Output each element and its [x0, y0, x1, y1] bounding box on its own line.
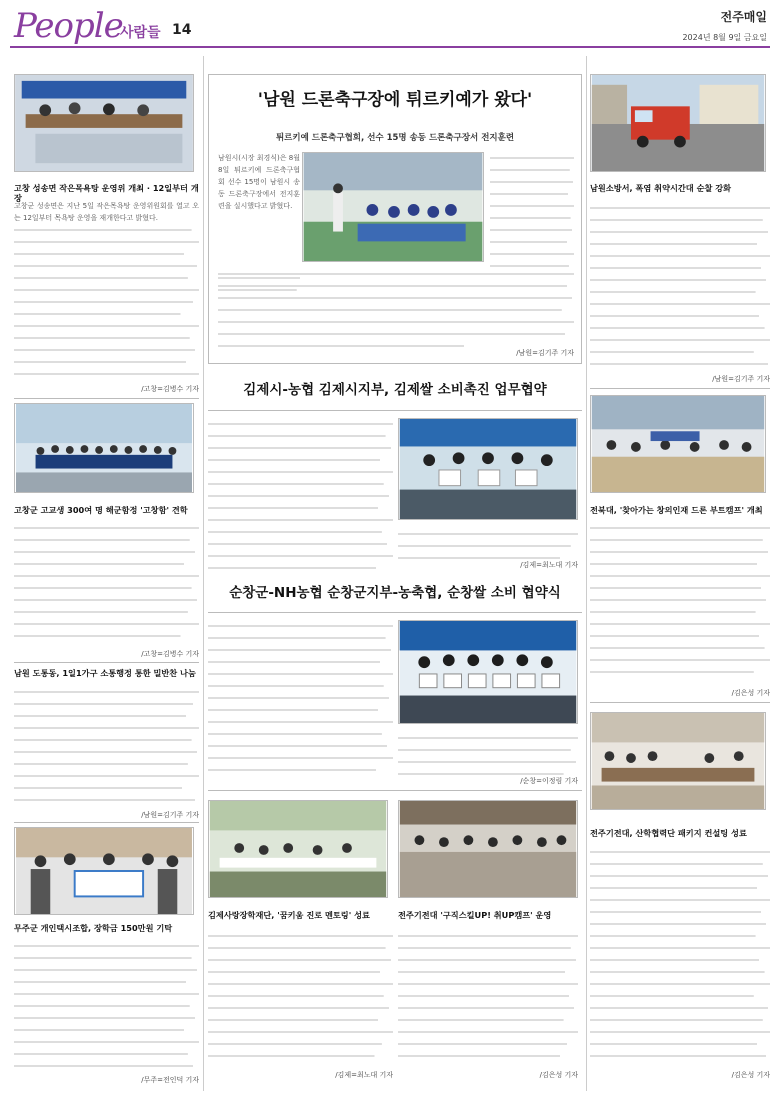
main-feature-subhead: 튀르키예 드론축구협회, 선수 15명 송동 드론축구장서 전지훈련 [275, 133, 515, 143]
gochang-alumni-body [14, 522, 199, 642]
sunchang-byline: /순창=이정림 기자 [520, 777, 578, 785]
namwon-fire-byline: /남원=김기주 기자 [712, 375, 770, 383]
gimje-mentoring-photo [208, 800, 388, 898]
gimje-byline: /김제=최노대 기자 [520, 561, 578, 569]
gimje-headline: 김제시-농협 김제시지부, 김제쌀 소비촉진 업무협약 [243, 382, 547, 398]
gimje-foundation-body [208, 930, 393, 1062]
namwon-dogtong-body [14, 686, 199, 806]
header-rule [10, 46, 770, 48]
column-separator [203, 56, 204, 1091]
sunchang-body [208, 620, 393, 776]
gochang-center-body [14, 200, 199, 380]
gochang-center-headline: 고창 성송면 작은목욕탕 운영위 개최 · 12일부터 개장 [14, 183, 199, 204]
gochang-group-photo [14, 403, 194, 493]
divider [590, 388, 770, 389]
newspaper-name: 전주매일 [720, 10, 767, 24]
muju-donation-photo [14, 827, 194, 915]
issue-date: 2024년 8월 9일 금요일 [682, 33, 767, 42]
page-number: 14 [172, 22, 192, 38]
drone-camp-photo [590, 395, 766, 493]
gimje-foundation-headline: 김제사랑장학재단, '꿈키움 진로 멘토링' 성료 [208, 910, 370, 920]
jeonju-tech-byline: /김은성 기자 [539, 1071, 578, 1079]
section-subtitle: 사람들 [120, 25, 161, 41]
divider [208, 790, 582, 791]
drone-soccer-photo [302, 152, 484, 262]
gochang-meeting-photo [14, 74, 194, 172]
divider [14, 822, 199, 823]
main-feature-byline: /남원=김기주 기자 [516, 349, 574, 357]
jeonju-kijeon-byline: /김은성 기자 [731, 1071, 770, 1079]
main-feature-lead: 남원시(시장 최경식)은 8월 8일 튀르키예 드론축구협회 선수 15명이 남원시 송동 드론축구장에서 전지훈련을 실시했다고 밝혔다. [218, 154, 300, 210]
jeonbuk-drone-body [590, 522, 770, 678]
muju-bank-headline: 무주군 개인택시조합, 장학금 150만원 기탁 [14, 923, 173, 933]
sunchang-body2 [398, 732, 578, 780]
jeonbuk-drone-headline: 전북대, '찾아가는 창의인재 드론 부트캠프' 개최 [590, 505, 763, 515]
gimje-body [208, 418, 393, 574]
gochang-center-byline: /고창=김병수 기자 [141, 385, 199, 393]
main-feature-col3b [400, 268, 574, 340]
gochang-alumni-headline: 고창군 고교생 300여 명 해군함정 '고창함' 견학 [14, 505, 188, 515]
fire-patrol-photo [590, 74, 766, 172]
jeonju-camp-photo [398, 800, 578, 898]
gochang-center-lead: 고창군 성송면은 지난 5일 작은목욕탕 운영위원회를 열고 오는 12일부터 목욕탕 운영을 재개한다고 밝혔다. [14, 202, 199, 222]
sunchang-headline: 순창군-NH농협 순창군지부-농축협, 순창쌀 소비 협약식 [229, 585, 561, 601]
sunchang-mou-photo [398, 620, 578, 724]
namwon-dogtong-headline: 남원 도통동, 1일1가구 소통행정 통한 밀반찬 나눔 [14, 668, 196, 678]
divider [208, 410, 582, 411]
jeonju-kijeon-headline: 전주기전대, 산학협력단 패키지 컨설팅 성료 [590, 828, 747, 838]
gimje-foundation-byline: /김제=최노대 기자 [335, 1071, 393, 1079]
section-title: People [14, 6, 123, 46]
main-feature-col3 [490, 152, 574, 272]
muju-bank-byline: /무주=전인덕 기자 [141, 1076, 199, 1084]
namwon-fire-headline: 남원소방서, 폭염 취약시간대 순찰 강화 [590, 183, 732, 193]
divider [14, 398, 199, 399]
namwon-dogtong-byline: /남원=김기주 기자 [141, 811, 199, 819]
column-separator [586, 56, 587, 1091]
divider [14, 662, 199, 663]
main-feature-headline: '남원 드론축구장에 튀르키예가 왔다' [257, 90, 533, 110]
muju-bank-body [14, 940, 199, 1072]
consulting-photo [590, 712, 766, 810]
jeonbuk-drone-byline: /김은성 기자 [731, 689, 770, 697]
gimje-mou-photo [398, 418, 578, 520]
jeonju-tech-headline: 전주기전대 '구직스킬UP! 취UP캠프' 운영 [398, 910, 552, 920]
jeonju-tech-body [398, 930, 578, 1062]
page-header [0, 0, 777, 48]
gimje-body2 [398, 528, 578, 564]
divider [590, 702, 770, 703]
namwon-fire-body [590, 202, 770, 370]
jeonju-kijeon-body [590, 846, 770, 1062]
divider [208, 612, 582, 613]
gochang-alumni-byline: /고창=김병수 기자 [141, 650, 199, 658]
